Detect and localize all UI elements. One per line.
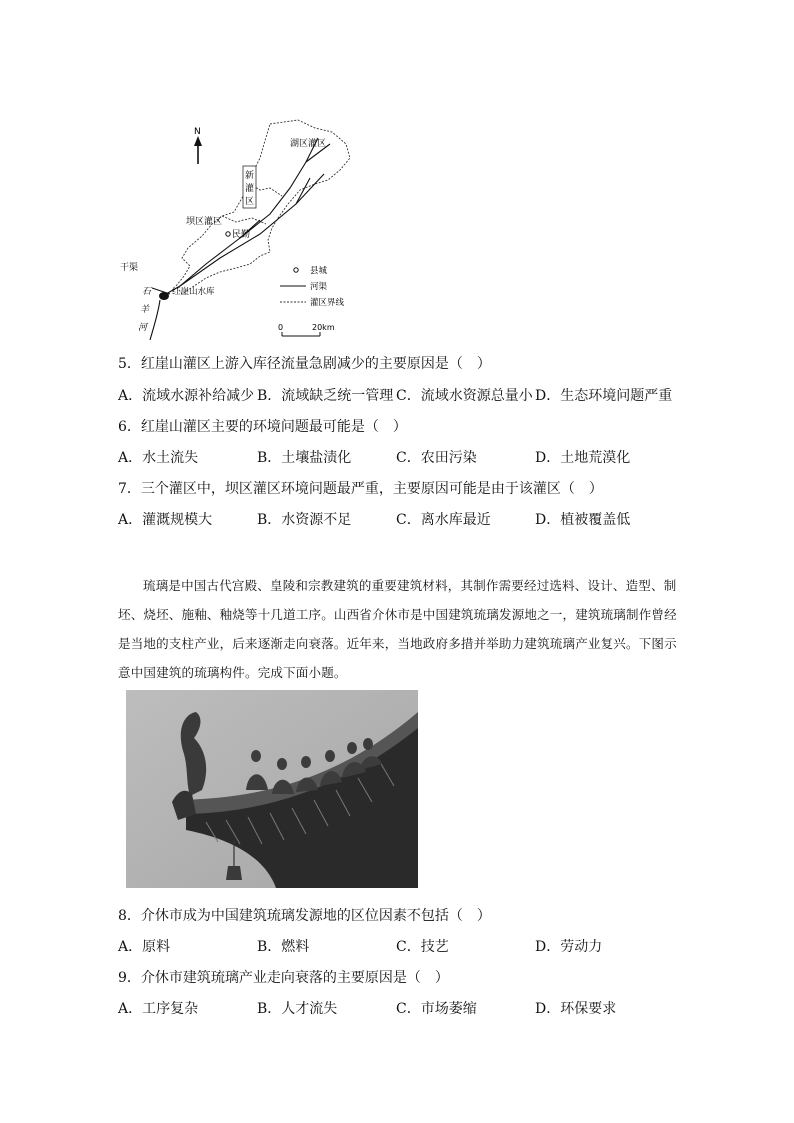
reading-passage: 琉璃是中国古代宫殿、皇陵和宗教建筑的重要建筑材料，其制作需要经过选料、设计、造型、制坯、烧坯、施釉、釉烧等十几道工序。山西省介休市是中国建筑琉璃发源地之一，建筑琉璃制作曾经是当地的支柱产业，后来逐渐走向衰落。近年来，当地政府多措并举助力建筑琉璃产业复兴。下图示意中国建筑的琉璃构件。完成下面小题。 — [118, 578, 677, 680]
river-label-3: 河 — [138, 323, 148, 333]
q7-option-d: D．植被覆盖低 — [535, 512, 631, 528]
q9-option-d: D．环保要求 — [535, 1001, 617, 1017]
question-6: 6．红崖山灌区主要的环境问题最可能是（ ） — [118, 419, 407, 435]
q8-option-b: B．燃料 — [257, 939, 310, 955]
q8-option-c: C．技艺 — [396, 939, 449, 955]
q6-option-b: B．土壤盐渍化 — [257, 450, 352, 466]
legend-river: 河渠 — [310, 282, 328, 292]
q7-option-a: A．灌溉规模大 — [118, 512, 213, 528]
scale-bar — [278, 323, 335, 336]
irrigation-map — [110, 118, 370, 346]
scale-zero: 0 — [278, 323, 284, 332]
q6-option-c: C．农田污染 — [396, 450, 477, 466]
region-label-new-3: 区 — [245, 197, 255, 207]
q9-option-c: C．市场萎缩 — [396, 1001, 477, 1017]
q6-option-d: D．土地荒漠化 — [535, 450, 631, 466]
q7-option-c: C．离水库最近 — [396, 512, 491, 528]
question-9: 9．介休市建筑琉璃产业走向衰落的主要原因是（ ） — [118, 970, 449, 986]
town-label: 民勤 — [232, 230, 251, 240]
river-label-2: 羊 — [140, 305, 150, 315]
q9-option-a: A．工序复杂 — [118, 1001, 199, 1017]
q7-option-b: B．水资源不足 — [257, 512, 352, 528]
q5-option-a: A．流域水源补给减少 — [118, 388, 255, 404]
question-8: 8．介休市成为中国建筑琉璃发源地的区位因素不包括（ ） — [118, 908, 491, 924]
q9-option-b: B．人才流失 — [257, 1001, 338, 1017]
canal-label: 干渠 — [120, 263, 139, 273]
river-label-1: 石 — [142, 287, 152, 297]
q8-option-d: D．劳动力 — [535, 939, 603, 955]
region-label-dam: 坝区灌区 — [186, 217, 223, 227]
scale-dist: 20km — [312, 323, 335, 332]
north-label: N — [194, 127, 201, 137]
legend-county: 县城 — [310, 266, 328, 276]
q5-option-d: D．生态环境问题严重 — [535, 388, 673, 404]
town-icon — [226, 232, 230, 236]
north-arrow-icon — [194, 136, 202, 164]
reservoir-icon — [159, 292, 169, 300]
question-7: 7．三个灌区中，坝区灌区环境问题最严重，主要原因可能是由于该灌区（ ） — [118, 481, 603, 497]
q5-option-c: C．流域水资源总量小 — [396, 388, 533, 404]
map-legend — [280, 265, 345, 308]
question-5: 5．红崖山灌区上游入库径流量急剧减少的主要原因是（ ） — [118, 356, 491, 372]
glazed-roof-photo — [126, 690, 418, 888]
reservoir-label: 红崖山水库 — [172, 287, 215, 297]
region-label-new-2: 灌 — [245, 184, 255, 194]
q6-option-a: A．水土流失 — [118, 450, 199, 466]
q5-option-b: B．流域缺乏统一管理 — [257, 388, 394, 404]
region-label-new-1: 新 — [245, 171, 255, 181]
legend-boundary: 灌区界线 — [310, 298, 345, 308]
q8-option-a: A．原料 — [118, 939, 171, 955]
region-label-lake: 湖区灌区 — [290, 139, 327, 149]
